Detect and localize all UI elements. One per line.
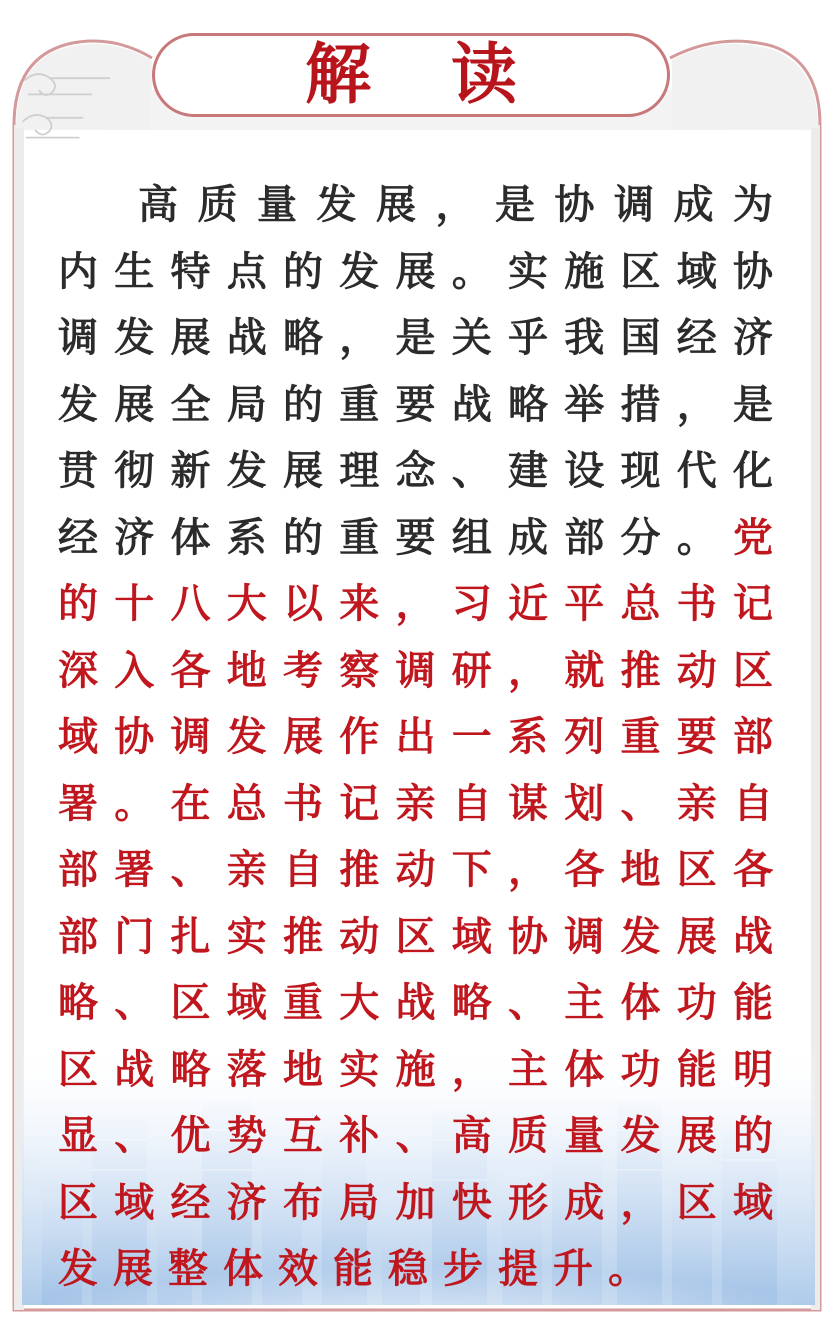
cloud-scroll-icon bbox=[14, 62, 124, 152]
article-body bbox=[58, 172, 788, 1303]
article-intro: 高质量发展，是协调成为内生特点的发展。实施区域协调发展战略，是关乎我国经济发展全局的重要战略举措，是贯彻新发展理念、建设现代化经济体系的重要组成部分。 bbox=[58, 182, 788, 561]
article-highlight: 党的十八大以来，习近平总书记深入各地考察调研，就推动区域协调发展作出一系列重要部署。在总书记亲自谋划、亲自部署、亲自推动下，各地区各部门扎实推动区域协调发展战略、区域重大战略、主体功能区战略落地实施，主体功能明显、优势互补、高质量发展的区域经济布局加快形成，区域发展整体效能稳步提升。 bbox=[58, 514, 788, 1292]
page-title: 解读 bbox=[305, 36, 597, 113]
